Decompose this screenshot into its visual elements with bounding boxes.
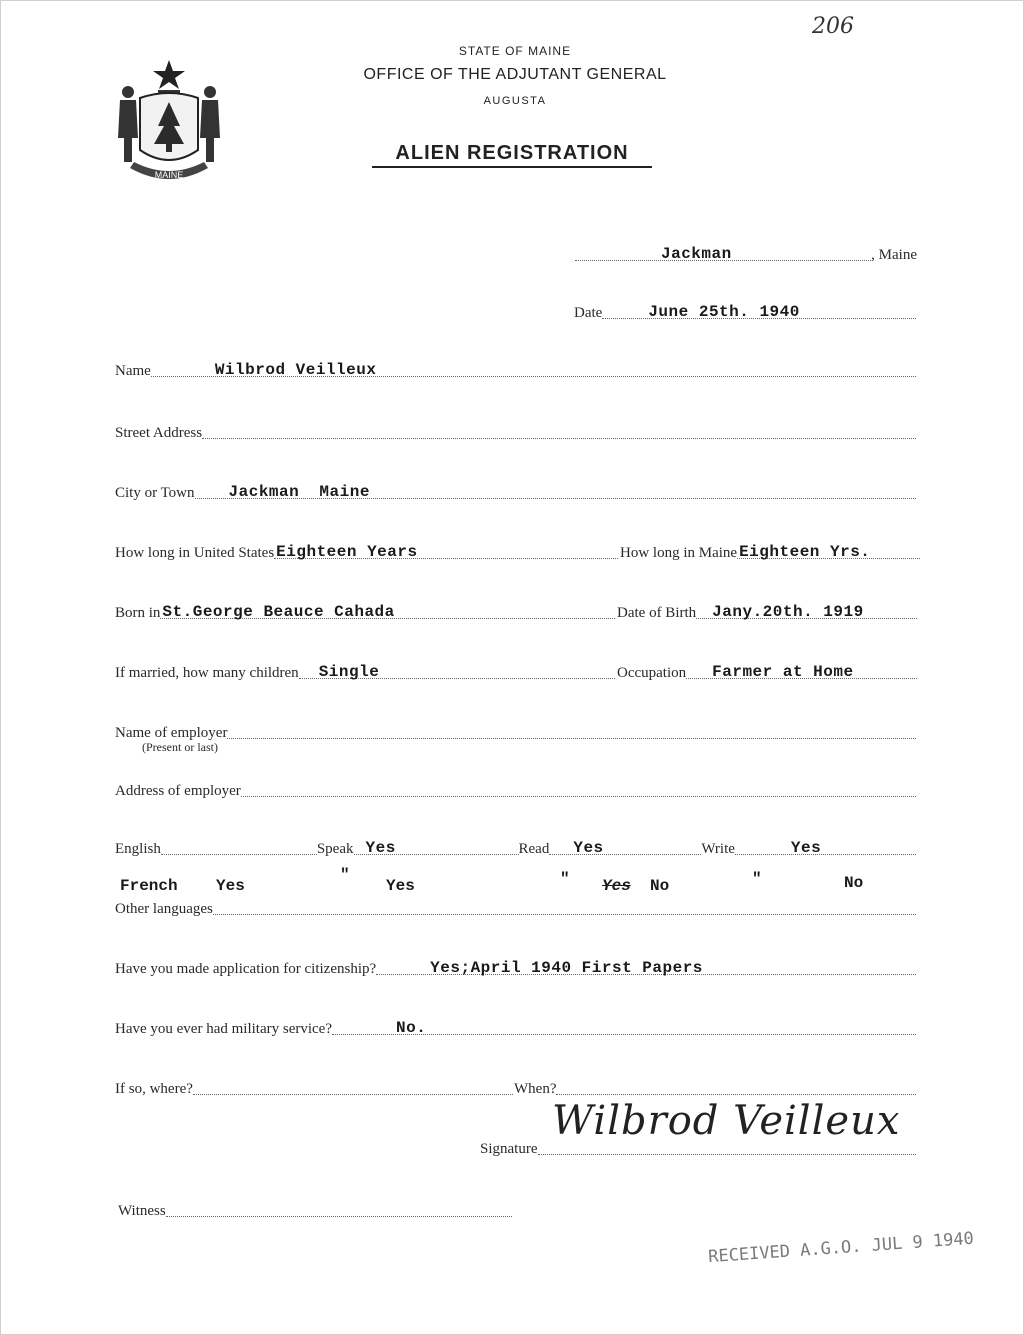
header-city: AUGUSTA	[483, 95, 547, 107]
dob-label: Date of Birth	[617, 605, 697, 621]
us-duration-field[interactable]	[274, 532, 618, 559]
where-field[interactable]	[193, 1068, 513, 1095]
signature-label: Signature	[480, 1141, 538, 1157]
where-label: If so, where?	[115, 1081, 193, 1097]
english-label: English	[115, 841, 161, 857]
other-languages-row	[115, 894, 916, 920]
dob-field[interactable]	[696, 592, 917, 619]
ditto-mark-read: "	[560, 870, 570, 888]
corner-number: 206	[812, 14, 854, 39]
us-duration-row	[115, 538, 618, 564]
military-label: Have you ever had military service?	[115, 1021, 332, 1037]
other-languages-label: Other languages	[115, 901, 213, 917]
when-row	[514, 1074, 916, 1100]
place-value: Jackman	[661, 245, 732, 263]
employer-field[interactable]	[227, 712, 916, 739]
street-field[interactable]	[202, 412, 916, 439]
street-label: Street Address	[115, 425, 203, 441]
children-value: Single	[318, 663, 380, 681]
date-row	[574, 298, 916, 324]
where-row	[115, 1074, 513, 1100]
occupation-row	[617, 658, 917, 684]
city-row	[115, 478, 916, 504]
header-state: STATE OF MAINE	[458, 44, 572, 58]
occupation-value: Farmer at Home	[712, 663, 854, 681]
military-row	[115, 1014, 916, 1040]
date-label: Date	[574, 305, 603, 321]
received-stamp: RECEIVED A.G.O. JUL 9 1940	[707, 1228, 975, 1268]
speak-label: Speak	[316, 841, 354, 857]
write-label: Write	[701, 841, 735, 857]
maine-duration-field[interactable]	[737, 532, 920, 559]
place-row	[575, 240, 917, 266]
svg-text:MAINE: MAINE	[154, 170, 184, 180]
military-value: No.	[396, 1019, 427, 1037]
citizenship-value: Yes;April 1940 First Papers	[430, 959, 703, 977]
other-languages-field[interactable]	[213, 888, 916, 915]
employer-row	[115, 718, 916, 744]
occupation-label: Occupation	[617, 665, 687, 681]
us-duration-value: Eighteen Years	[276, 543, 418, 561]
born-value: St.George Beauce Cahada	[162, 603, 395, 621]
place-field[interactable]	[575, 234, 871, 261]
city-field[interactable]	[195, 472, 916, 499]
children-row	[115, 658, 615, 684]
dob-value: Jany.20th. 1919	[712, 603, 864, 621]
city-value: Jackman Maine	[228, 483, 370, 501]
english-speak-field[interactable]	[354, 828, 519, 855]
french-read-struck: Yes	[602, 877, 631, 895]
english-row	[115, 834, 916, 860]
maine-duration-value: Eighteen Yrs.	[739, 543, 871, 561]
witness-row	[118, 1196, 512, 1222]
us-duration-label: How long in United States	[115, 545, 275, 561]
english-speak-value: Yes	[365, 839, 396, 857]
form-title: ALIEN REGISTRATION	[372, 142, 652, 168]
when-field[interactable]	[556, 1068, 916, 1095]
french-speak-value: Yes	[386, 877, 415, 895]
english-write-value: Yes	[790, 839, 822, 857]
children-field[interactable]	[299, 652, 615, 679]
name-row	[115, 356, 916, 382]
born-label: Born in	[115, 605, 161, 621]
maine-seal-emblem	[110, 58, 228, 190]
dob-row	[617, 598, 917, 624]
ditto-mark-write: "	[752, 870, 762, 888]
name-value: Wilbrod Veilleux	[214, 361, 377, 379]
maine-duration-label: How long in Maine	[620, 545, 738, 561]
date-field[interactable]	[602, 292, 916, 319]
read-label: Read	[518, 841, 550, 857]
english-read-value: Yes	[573, 839, 604, 857]
born-field[interactable]	[160, 592, 615, 619]
date-value: June 25th. 1940	[648, 303, 800, 321]
name-label: Name	[115, 363, 151, 379]
place-suffix: , Maine	[871, 247, 917, 263]
witness-field[interactable]	[166, 1190, 512, 1217]
signature-handwriting: Wilbrod Veilleux	[552, 1098, 901, 1144]
born-row	[115, 598, 615, 624]
french-read-value: No	[650, 877, 670, 895]
employer-address-label: Address of employer	[115, 783, 241, 799]
when-label: When?	[514, 1081, 557, 1097]
french-language-yes: Yes	[216, 877, 245, 895]
occupation-field[interactable]	[686, 652, 917, 679]
name-field[interactable]	[151, 350, 916, 377]
employer-sublabel: (Present or last)	[142, 740, 218, 754]
ditto-mark-speak: "	[340, 866, 350, 884]
french-language: French	[120, 877, 178, 895]
employer-address-row	[115, 776, 916, 802]
city-label: City or Town	[115, 485, 195, 501]
english-write-field[interactable]	[735, 828, 916, 855]
citizenship-field[interactable]	[376, 948, 916, 975]
maine-duration-row	[620, 538, 920, 564]
french-write-value: No	[844, 874, 864, 892]
english-read-field[interactable]	[549, 828, 701, 855]
employer-label: Name of employer	[115, 725, 228, 741]
citizenship-label: Have you made application for citizenship?	[115, 961, 377, 977]
street-row	[115, 418, 916, 444]
employer-address-field[interactable]	[241, 770, 916, 797]
children-label: If married, how many children	[115, 665, 299, 681]
citizenship-row	[115, 954, 916, 980]
witness-label: Witness	[118, 1203, 166, 1219]
military-field[interactable]	[332, 1008, 916, 1035]
header-office: OFFICE OF THE ADJUTANT GENERAL	[363, 66, 667, 83]
